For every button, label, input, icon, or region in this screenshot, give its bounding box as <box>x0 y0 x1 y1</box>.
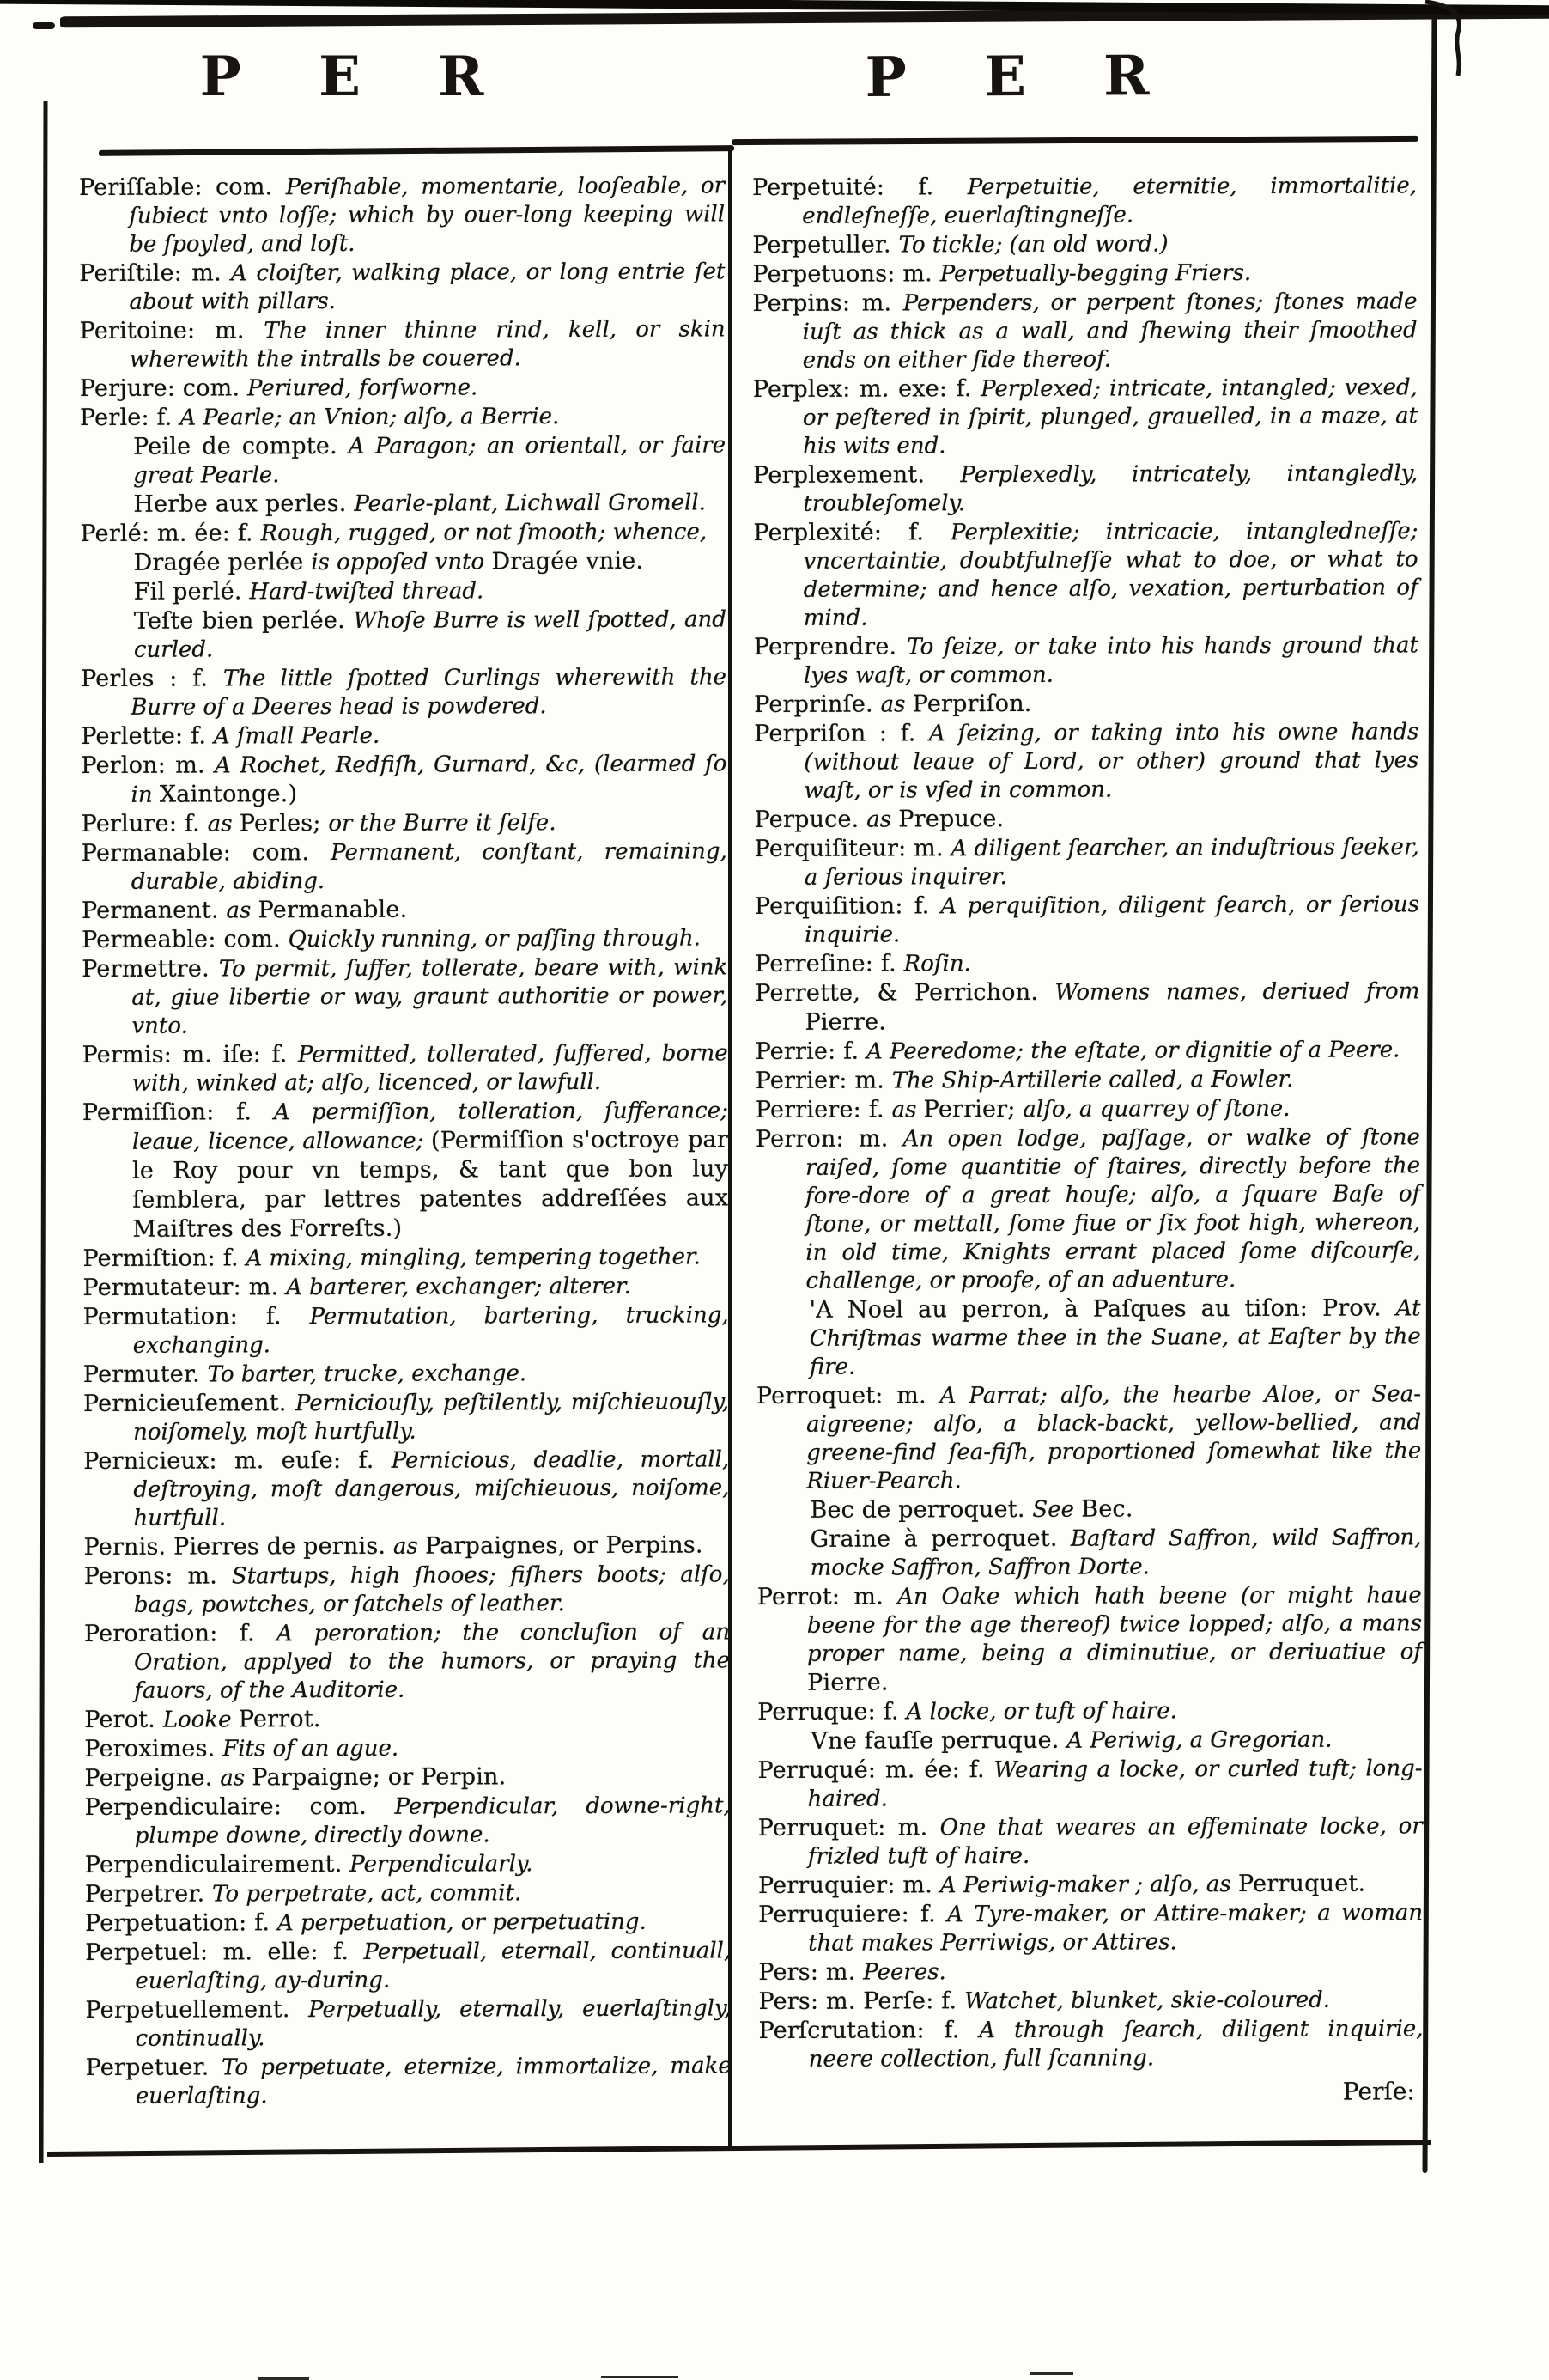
italic-gloss: A barterer, exchanger; alterer. <box>286 1273 631 1301</box>
sub-entry <box>81 575 726 607</box>
italic-gloss: To tickle; (an old word.) <box>898 231 1169 259</box>
roman-text: Perrier: m. <box>755 1067 892 1094</box>
italic-gloss: A Rochet, Redfiſh, Gurnard, &c, (learmed ſo in <box>131 751 727 808</box>
italic-gloss: A ſmall Pearle. <box>213 722 380 750</box>
roman-text: Permanable. <box>258 896 408 924</box>
dictionary-entry <box>84 1762 730 1793</box>
roman-text: Perlé: m. ée: f. <box>80 520 261 547</box>
roman-text: Perriere: f. <box>755 1096 892 1123</box>
dictionary-entry <box>82 1271 728 1303</box>
roman-text: Pernicieuſement. <box>82 1390 296 1417</box>
roman-text: Perplex: m. exe: f. <box>752 375 981 403</box>
dictionary-entry <box>756 1064 1420 1096</box>
italic-gloss: A locke, or tuft of haire. <box>906 1698 1177 1726</box>
italic-gloss: Pernicious, deadlie, mortall, deſtroying, moſt dangerous, miſchieuous, noiſome, hurtfull. <box>133 1446 730 1531</box>
roman-text: Perot. <box>84 1706 163 1733</box>
corner-flourish <box>1418 0 1470 77</box>
italic-gloss: A cloiſter, walking place, or long entrie ſet about with pillars. <box>129 259 726 315</box>
italic-gloss: Perpetuitie, eternitie, immortalitie, endleſneſſe, euerlaſtingneſſe. <box>802 173 1418 229</box>
roman-text: Perſcrutation: f. <box>758 2017 980 2044</box>
roman-text: Dragée perlée <box>133 549 312 576</box>
sub-entry <box>756 1494 1421 1525</box>
roman-text: Perles : f. <box>81 665 223 692</box>
italic-gloss: An Oake which hath beene (or might haue beene for the age thereof) twice lopped; alſo, a mans proper name, being a diminutiue, or deriuatiue of <box>806 1582 1423 1667</box>
italic-gloss: Fits of an ague. <box>222 1735 399 1762</box>
italic-gloss: Perplexitie; intricacie, intangledneſſe; vncertaintie, doubtfulneſſe what to doe, or what to determine; and hence alſo, vexation, perturbation of mind. <box>803 518 1418 631</box>
italic-gloss: Womens names, deriued from <box>1054 978 1420 1006</box>
dictionary-entry <box>754 717 1418 806</box>
roman-text: Pernis. Pierres de pernis. <box>83 1532 393 1561</box>
italic-gloss: Perpetuall, eternall, continuall, euerlaſting, ay-during. <box>135 1938 732 1994</box>
italic-gloss: Wearing a locke, or curled tuft; long-haired. <box>807 1756 1423 1812</box>
italic-gloss: as <box>392 1533 426 1560</box>
roman-text: Perprendre. <box>753 633 908 660</box>
dictionary-entry <box>85 1936 731 1996</box>
italic-gloss: A ſeizing, or taking into his owne hands (without leaue of Lord, or other) ground that lyes waſt, or is vſed in common. <box>804 719 1419 804</box>
roman-text: Perrot. <box>238 1706 321 1733</box>
roman-text: Graine à perroquet. <box>810 1525 1071 1553</box>
roman-text: Prepuce. <box>898 805 1005 833</box>
italic-gloss: or the Burre it ſelfe. <box>328 810 556 837</box>
roman-text: Perlette: f. <box>81 722 214 750</box>
italic-gloss: as <box>220 1765 252 1792</box>
italic-gloss: Periſhable, momentarie, looſeable, or ſubiect vnto loſſe; which by ouer-long keeping will be ſpoyled, and loſt. <box>129 173 726 258</box>
dictionary-entry <box>755 947 1419 979</box>
sub-entry <box>81 605 726 665</box>
dictionary-entry <box>84 1531 730 1562</box>
dictionary-entry <box>82 837 727 897</box>
roman-text: Perreſine: f. <box>755 950 904 977</box>
roman-text: Perjure: com. <box>79 374 248 402</box>
roman-text: Herbe aux perles. <box>133 490 355 518</box>
roman-text: Perquiſition: f. <box>754 892 941 920</box>
roman-text: Peritoine: m. <box>79 317 264 344</box>
italic-gloss: At Chriſtmas warme thee in the Suane, at Eaſter by the fire. <box>809 1295 1421 1380</box>
italic-gloss: See <box>1032 1496 1082 1523</box>
dictionary-entry <box>79 257 725 317</box>
dictionary-entry <box>83 1387 729 1447</box>
dictionary-entry <box>754 688 1418 720</box>
italic-gloss: To perpetuate, eternize, immortalize, make euerlaſting. <box>135 2053 732 2109</box>
roman-text: Perruquiere: f. <box>758 1901 948 1928</box>
dictionary-entry <box>80 401 726 433</box>
roman-text: Perrier; <box>923 1095 1024 1123</box>
roman-text: Perpetuel: m. elle: f. <box>85 1938 364 1966</box>
italic-gloss: A peroration; the concluſion of an Oration, applyed to the humors, or praying the fauors, of the Auditorie. <box>134 1619 731 1704</box>
roman-text: Permiſtion: f. <box>82 1245 246 1272</box>
roman-text: Pers: m. Perſe: f. <box>758 1987 965 2015</box>
italic-gloss: Baſtard Saffron, wild Saffron, mocke Saffron, Saffron Dorte. <box>810 1525 1422 1581</box>
dictionary-entry <box>82 923 727 955</box>
dictionary-entry <box>82 807 727 839</box>
dictionary-entry <box>83 1445 729 1533</box>
roman-text: Pierre. <box>807 1669 889 1696</box>
italic-gloss: Hard-twiſted thread. <box>249 578 484 606</box>
roman-text: Perruquier: m. <box>757 1872 940 1899</box>
italic-gloss: A Tyre-maker, or Attire-maker; a woman that makes Perriwigs, or Attires. <box>808 1900 1424 1957</box>
italic-gloss: as <box>880 691 913 718</box>
roman-text: Perlon: m. <box>81 752 216 779</box>
running-head-right: P E R <box>865 44 1179 110</box>
column-right <box>752 171 1424 2108</box>
roman-text: Perrot: m. <box>756 1583 898 1610</box>
dictionary-entry <box>753 459 1418 519</box>
italic-gloss: Perniciouſly, peſtilently, miſchieuouſly, noiſomely, moſt hurtfully. <box>133 1389 730 1446</box>
roman-text: 'A Noel au perron, à Paſques au tiſon: Prov. <box>809 1294 1396 1324</box>
italic-gloss: To perpetrate, act, commit. <box>212 1880 522 1908</box>
dictionary-entry <box>757 1754 1422 1814</box>
scan-speck <box>1030 2372 1073 2375</box>
italic-gloss: Perpenders, or perpent ſtones; ſtones made iuſt as thick as a wall, and ſhewing their ſmoothed ends on either ſide thereof. <box>802 289 1418 374</box>
italic-gloss: A perpetuation, or perpetuating. <box>276 1908 647 1937</box>
roman-text: Perruquet. <box>1237 1870 1366 1898</box>
italic-gloss: Permitted, tollerated, ſuffered, borne with, winked at; alſo, licenced, or lawfull. <box>131 1040 728 1097</box>
roman-text: Fil perlé. <box>133 578 250 606</box>
page-border-right <box>1423 9 1437 2173</box>
roman-text: Periſſable: com. <box>79 173 286 201</box>
roman-text: Perplexement. <box>753 461 961 489</box>
italic-gloss: To permit, ſuffer, tollerate, beare with, wink at, giue libertie or way, graunt authoritie or power, vnto. <box>131 954 728 1039</box>
dictionary-entry <box>79 171 725 259</box>
dictionary-entry <box>755 803 1419 835</box>
roman-text: Vne fauſſe perruque. <box>811 1726 1067 1755</box>
roman-text: Permeable: com. <box>82 926 289 953</box>
dictionary-entry <box>753 516 1418 633</box>
italic-gloss: The inner thinne rind, kell, or skin wherewith the intralls be couered. <box>129 316 726 373</box>
italic-gloss: An open lodge, paſſage, or walke of ſtone raiſed, ſome quantitie of ſtaires, directly before the fore-dore of a great houſe; alſo, a ſquare Baſe of ſtone, or mettall, ſome fiue or ſix foot high, whereon, in old time, Knights errant placed ſome diſcourſe, challenge, or proofe, of an aduenture. <box>805 1124 1421 1294</box>
italic-gloss: To barter, trucke, exchange. <box>207 1360 527 1388</box>
italic-gloss: A through ſearch, diligent inquirie, neere collection, full ſcanning. <box>808 2016 1424 2073</box>
dictionary-entry <box>81 749 726 810</box>
sub-entry <box>756 1293 1421 1382</box>
roman-text: Permis: m. iſe: f. <box>82 1041 298 1068</box>
italic-gloss: Startups, high ſhooes; fiſhers boots; alſo, bags, powtches, or ſatchels of leather. <box>133 1561 730 1618</box>
dictionary-entry <box>80 517 726 549</box>
roman-text: Perpendiculaire: com. <box>84 1793 395 1821</box>
dictionary-entry <box>82 1096 729 1245</box>
dictionary-entry <box>81 720 726 752</box>
roman-text: Teſte bien perlée. <box>133 606 354 635</box>
roman-text: Pierre. <box>805 1008 887 1036</box>
dictionary-entry <box>758 1898 1423 1958</box>
roman-text: Pers: m. <box>758 1958 864 1986</box>
roman-text: Perruque: f. <box>757 1698 907 1726</box>
top-rule-fragment <box>33 22 55 29</box>
roman-text: Peroration: f. <box>83 1620 277 1647</box>
roman-text: Permutation: f. <box>82 1303 310 1330</box>
page-border-left <box>39 101 47 2163</box>
italic-gloss: is oppoſed vnto <box>311 549 492 576</box>
dictionary-entry <box>758 1985 1423 2017</box>
roman-text: Perpeigne. <box>84 1764 221 1792</box>
dictionary-entry <box>752 228 1417 260</box>
dictionary-entry <box>83 1300 729 1360</box>
italic-gloss: To ſeize, or take into his hands ground that lyes waſt, or common. <box>803 632 1418 689</box>
dictionary-entry <box>85 1993 731 2054</box>
dictionary-entry <box>758 2014 1423 2074</box>
dictionary-entry <box>754 630 1418 691</box>
roman-text: Permettre. <box>82 955 219 983</box>
italic-gloss: A Peeredome; the eſtate, or dignitie of a Peere. <box>866 1037 1400 1065</box>
italic-gloss: Perpendicularly. <box>349 1851 533 1878</box>
sub-entry <box>756 1523 1421 1583</box>
italic-gloss: Perpendicular, downe-right, plumpe downe, directly downe. <box>134 1793 731 1849</box>
roman-text: Pernicieux: m. euſe: f. <box>83 1446 392 1475</box>
dictionary-entry <box>84 1560 730 1620</box>
italic-gloss: Periured, forſworne. <box>246 374 478 402</box>
dictionary-entry <box>758 1811 1423 1872</box>
bottom-rule <box>47 2140 1431 2157</box>
italic-gloss: Quickly running, or paſſing through. <box>288 925 701 953</box>
roman-text: Perruqué: m. ée: f. <box>757 1756 994 1784</box>
roman-text: Perlure: f. <box>81 810 208 837</box>
italic-gloss: A Periwig-maker ; alſo, as <box>939 1872 1239 1899</box>
roman-text: Permanable: com. <box>81 838 331 867</box>
roman-text: Perplexité: f. <box>753 519 951 546</box>
roman-text: Perpriſon. <box>912 690 1032 718</box>
italic-gloss: A diligent ſearcher, an induſtrious ſeeker, a ſerious inquirer. <box>804 834 1419 891</box>
italic-gloss: Rough, rugged, or not ſmooth; whence, <box>260 519 708 547</box>
roman-text: Perquiſiteur: m. <box>754 835 951 862</box>
scan-speck <box>601 2376 678 2378</box>
dictionary-entry <box>82 894 727 926</box>
header-rule-right <box>732 136 1418 145</box>
italic-gloss: Perplexed; intricate, intangled; vexed, or peſtered in ſpirit, plunged, grauelled, in a maze, at his wits end. <box>802 374 1418 460</box>
roman-text: Perrie: f. <box>755 1038 867 1065</box>
roman-text: Xaintonge.) <box>159 781 298 808</box>
italic-gloss: A permiſſion, tolleration, ſufferance; leaue, licence, allowance; <box>131 1098 728 1155</box>
column-left <box>79 171 732 2111</box>
italic-gloss: A mixing, mingling, tempering together. <box>246 1244 701 1272</box>
dictionary-entry <box>86 2051 732 2111</box>
italic-gloss: Pearle-plant, Lichwall Gromell. <box>354 490 707 517</box>
italic-gloss: as <box>866 807 899 833</box>
roman-text: Bec. <box>1081 1495 1133 1523</box>
roman-text: Perrette, & Perrichon. <box>755 978 1055 1007</box>
roman-text: Parpaignes, or Perpins. <box>424 1531 703 1560</box>
italic-gloss: Peeres. <box>863 1959 946 1986</box>
roman-text: Perpuce. <box>754 806 867 833</box>
roman-text: Peile de compte. <box>133 432 349 460</box>
dictionary-entry <box>756 1093 1420 1125</box>
italic-gloss: Permanent, conſtant, remaining, durable, abiding. <box>131 838 727 895</box>
dictionary-entry <box>758 1869 1423 1901</box>
roman-text: Perpetuellement. <box>85 1996 309 2024</box>
italic-gloss: A Parrat; alſo, the hearbe Aloe, or Sea-aigreene; alſo, a black-backt, yellow-bellied, and greene-find ſea-fiſh, proportioned ſomewhat like the Riuer-Pearch. <box>806 1381 1422 1494</box>
roman-text: Peroximes. <box>84 1735 223 1762</box>
italic-gloss: Looke <box>162 1707 239 1733</box>
sub-entry <box>80 430 726 490</box>
roman-text: Perle: f. <box>79 404 180 431</box>
italic-gloss: Whoſe Burre is well ſpotted, and curled. <box>133 606 726 663</box>
italic-gloss: Perplexedly, intricately, intangledly, troubleſomely. <box>803 460 1418 517</box>
roman-text: Perpetuons: m. <box>752 260 940 288</box>
roman-text: Perroquet: m. <box>756 1382 940 1409</box>
italic-gloss: Roſin. <box>903 951 971 977</box>
roman-text: Parpaigne; or Perpin. <box>252 1763 507 1792</box>
roman-text: Dragée vnie. <box>491 547 644 575</box>
roman-text: Perons: m. <box>83 1562 232 1590</box>
roman-text: Bec de perroquet. <box>810 1495 1033 1524</box>
dictionary-entry <box>80 314 726 374</box>
roman-text: Permanent. <box>81 897 227 924</box>
italic-gloss: as <box>891 1097 924 1123</box>
dictionary-entry <box>756 1035 1420 1067</box>
roman-text: Perpetuller. <box>752 231 899 259</box>
roman-text: Perles; <box>239 809 329 837</box>
dictionary-entry <box>82 953 727 1041</box>
roman-text: (Permiſſion s'octroye par le Roy pour vn temps, & tant que bon luy ſemblera, par lettres patentes addreſſées aux Maiſtres des Forreſts.) <box>131 1126 729 1243</box>
italic-gloss: Watchet, blunket, skie-coloured. <box>964 1987 1331 2015</box>
italic-gloss: The Ship-Artillerie called, a Fowler. <box>891 1066 1294 1094</box>
italic-gloss: Perpetually-begging Friers. <box>939 259 1252 288</box>
header-rule-left <box>99 145 734 156</box>
dictionary-entry <box>752 287 1417 375</box>
roman-text: Perpetuer. <box>85 2054 222 2081</box>
roman-text: Perpriſon : f. <box>754 720 930 747</box>
dictionary-entry <box>752 171 1417 231</box>
dictionary-entry <box>752 258 1417 289</box>
roman-text: Perruquet: m. <box>757 1814 940 1841</box>
italic-gloss: A Pearle; an Vnion; alſo, a Berrie. <box>179 404 560 431</box>
dictionary-entry <box>85 1878 731 1909</box>
dictionary-entry <box>85 1907 731 1939</box>
dictionary-entry <box>84 1732 730 1764</box>
sub-entry <box>757 1725 1422 1756</box>
roman-text: Periſtile: m. <box>79 259 232 287</box>
dictionary-entry <box>758 1956 1423 1987</box>
dictionary-entry <box>85 1791 731 1851</box>
dictionary-entry <box>755 977 1419 1038</box>
catchword: Perſe: <box>1342 2077 1415 2106</box>
italic-gloss: alſo, a quarrey of ſtone. <box>1023 1095 1291 1123</box>
roman-text: Perpetuité: f. <box>752 173 968 201</box>
dictionary-entry <box>753 373 1418 461</box>
dictionary-entry <box>81 662 726 722</box>
italic-gloss: A Periwig, a Gregorian. <box>1066 1726 1333 1754</box>
italic-gloss: as <box>226 898 258 924</box>
roman-text: Permutateur: m. <box>82 1274 287 1301</box>
dictionary-entry <box>80 372 726 404</box>
roman-text: Perpetrer. <box>84 1880 213 1908</box>
dictionary-entry <box>755 890 1419 950</box>
italic-gloss: The little ſpotted Curlings wherewith the Burre of a Deeres head is powdered. <box>131 664 727 721</box>
italic-gloss: One that weares an effeminate locke, or frizled tuft of haire. <box>807 1813 1423 1870</box>
dictionary-entry <box>757 1695 1422 1727</box>
running-head-left: P E R <box>199 45 513 109</box>
dictionary-entry <box>756 1123 1421 1296</box>
dictionary-entry <box>83 1358 729 1390</box>
dictionary-entry <box>757 1580 1422 1698</box>
sub-entry <box>81 546 726 578</box>
roman-text: Perron: m. <box>755 1125 903 1153</box>
dictionary-entry <box>82 1242 728 1274</box>
italic-gloss: as <box>207 811 240 837</box>
dictionary-entry <box>85 1848 731 1880</box>
italic-gloss: A perquiſition, diligent ſearch, or ſerious inquirie. <box>805 892 1420 948</box>
roman-text: Perpins: m. <box>752 289 903 317</box>
roman-text: Perprinſe. <box>754 691 881 718</box>
italic-gloss: Permutation, bartering, trucking, exchanging. <box>132 1302 729 1359</box>
dictionary-entry <box>756 1379 1421 1496</box>
roman-text: Perpendiculairement. <box>84 1850 350 1878</box>
italic-gloss: Perpetually, eternally, euerlaſtingly, continually. <box>135 1995 732 2052</box>
roman-text: Permiſſion: f. <box>82 1099 274 1126</box>
sub-entry <box>80 488 726 520</box>
dictionary-entry <box>84 1617 730 1706</box>
dictionary-entry <box>82 1038 728 1099</box>
dictionary-entry <box>755 832 1419 892</box>
roman-text: Permuter. <box>82 1360 208 1388</box>
dictionary-entry <box>84 1703 730 1735</box>
roman-text: Perpetuation: f. <box>85 1909 278 1937</box>
italic-gloss: A Paragon; an orientall, or faire great Pearle. <box>133 432 726 489</box>
